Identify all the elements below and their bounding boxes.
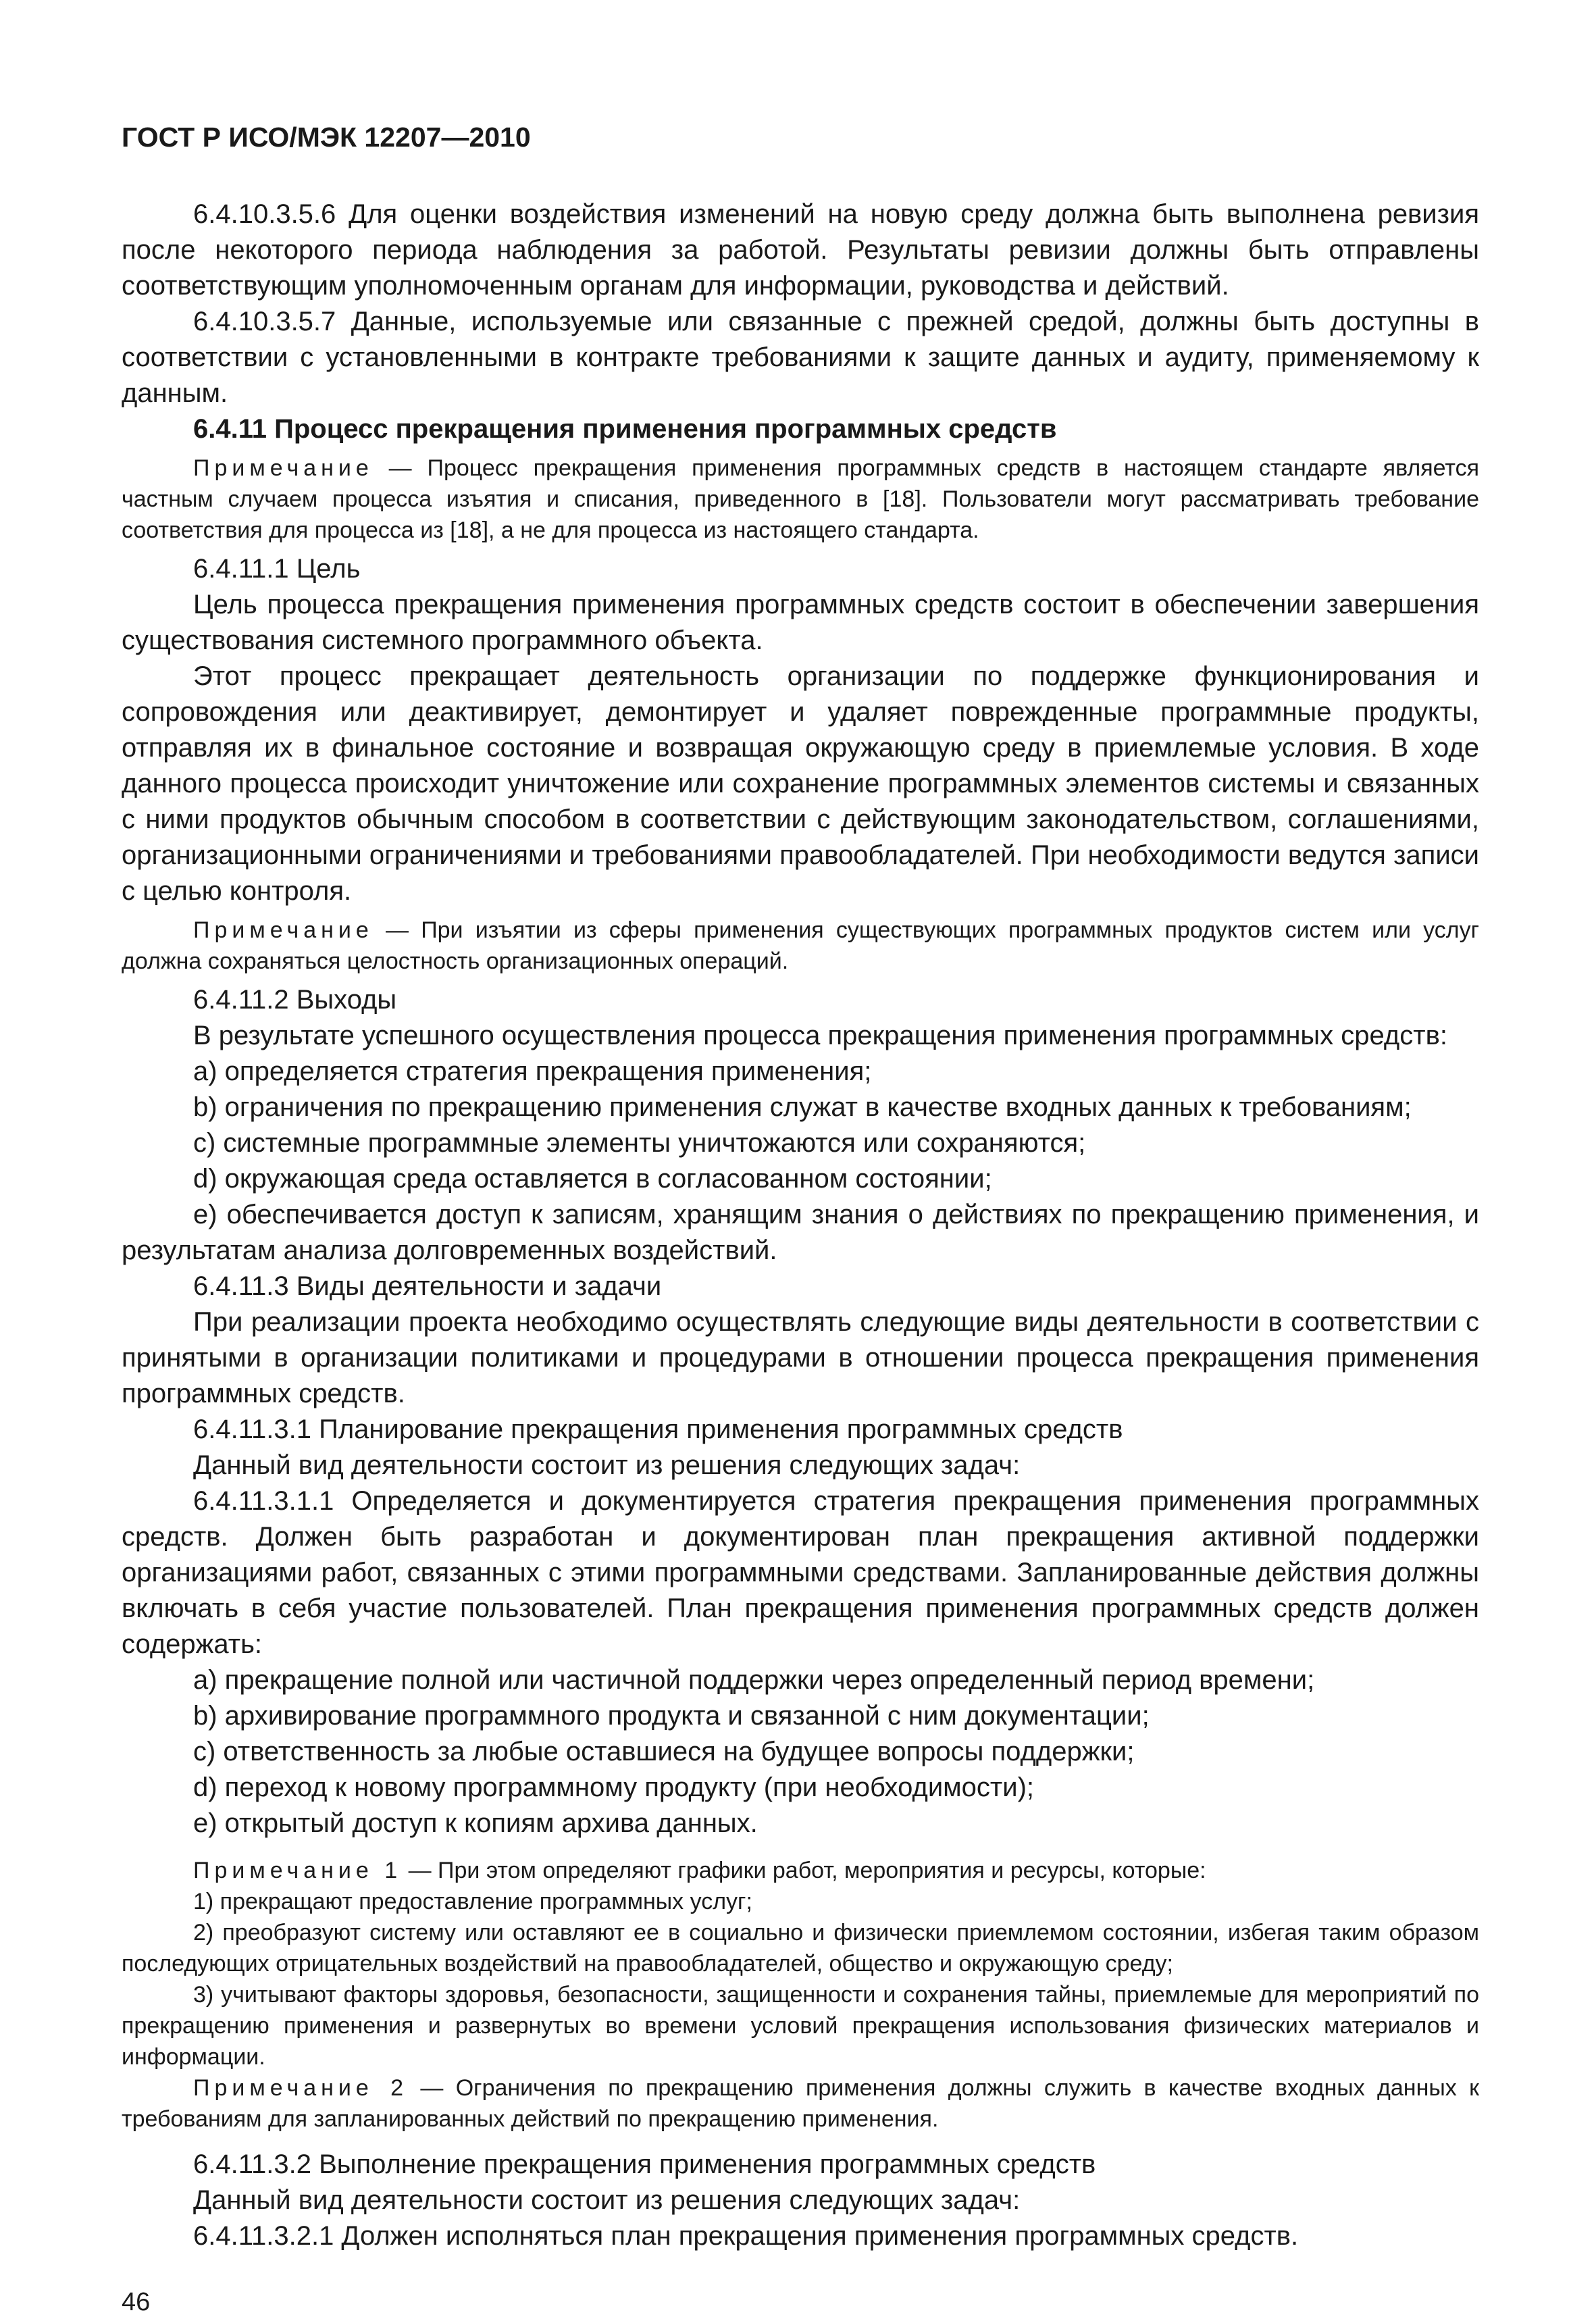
paragraph-activities-intro: При реализации проекта необходимо осуществлять следующие виды деятельности в соответствии с принятыми в организации политиками и процедурами в отношении процесса прекращения применения программных средств.	[122, 1307, 1479, 1408]
paragraph-tasks-intro: Данный вид деятельности состоит из решения следующих задач:	[193, 2185, 1021, 2215]
page-number: 46	[122, 2288, 151, 2316]
subsection-title-goal: 6.4.11.1 Цель	[193, 554, 361, 584]
note-label: Примечание	[193, 455, 374, 481]
list-item: d) переход к новому программному продукту (при необходимости);	[193, 1773, 1034, 1802]
list-item: b) архивирование программного продукта и связанной с ним документации;	[193, 1701, 1150, 1731]
subsection-title-execution: 6.4.11.3.2 Выполнение прекращения применения программных средств	[193, 2149, 1096, 2179]
subsection-title-planning: 6.4.11.3.1 Планирование прекращения применения программных средств	[193, 1415, 1123, 1444]
list-item: a) прекращение полной или частичной поддержки через определенный период времени;	[193, 1665, 1315, 1695]
note-text: — При этом определяют графики работ, мероприятия и ресурсы, которые:	[402, 1858, 1206, 1883]
paragraph-6-4-10-3-5-6: 6.4.10.3.5.6 Для оценки воздействия изменений на новую среду должна быть выполнена ревизия после некоторого периода наблюдения за работой. Результаты ревизии должны быть отправлены соответствующим уполномоченным органам для информации, руководства и действий.	[122, 199, 1479, 301]
paragraph-process-description: Этот процесс прекращает деятельность организации по поддержке функционирования и сопровождения или деактивирует, демонтирует и удаляет поврежденные программные продукты, отправляя их в финальное состояние и возвращая окружающую среду в приемлемые условия. В ходе данного процесса происходит уничтожение или сохранение программных элементов системы и связанных с ними продуктов обычным способом в соответствии с действующим законодательством, соглашениями, организационными ограничениями и требованиями правообладателей. При необходимости ведутся записи с целью контроля.	[122, 661, 1479, 906]
note-label: Примечание 2	[193, 2075, 409, 2101]
paragraph-6-4-11-3-1-1: 6.4.11.3.1.1 Определяется и документируется стратегия прекращения применения программных средств. Должен быть разработан и документирован план прекращения активной поддержки организациями работ, связанных с этими программными средствами. Запланированные действия должны включать в себя участие пользователей. План прекращения применения программных средств должен содержать:	[122, 1486, 1479, 1659]
note-paragraph	[122, 2072, 1479, 2135]
note-label: Примечание	[193, 917, 374, 943]
note-paragraph	[122, 453, 1479, 546]
note-list-item: 3) учитывают факторы здоровья, безопасности, защищенности и сохранения тайны, приемлемые для мероприятий по прекращению применения и развернутых во времени условий прекращения использования физических материалов и информации.	[122, 1982, 1479, 2070]
note-list-item: 2) преобразуют систему или оставляют ее в социально и физически приемлемом состоянии, избегая таким образом последующих отрицательных воздействий на правообладателей, общество и окружающую среду;	[122, 1920, 1479, 1977]
list-item: b) ограничения по прекращению применения служат в качестве входных данных к требованиям;	[193, 1092, 1412, 1122]
note-paragraph	[122, 1855, 1479, 1886]
paragraph-6-4-10-3-5-7: 6.4.10.3.5.7 Данные, используемые или связанные с прежней средой, должны быть доступны в соответствии с установленными в контракте требованиями к защите данных и аудиту, применяемому к данным.	[122, 307, 1479, 408]
list-item: c) системные программные элементы уничтожаются или сохраняются;	[193, 1128, 1086, 1158]
paragraph-outputs-intro: В результате успешного осуществления процесса прекращения применения программных средств:	[193, 1021, 1447, 1050]
note-list-item: 1) прекращают предоставление программных услуг;	[193, 1889, 752, 1914]
paragraph-tasks-intro: Данный вид деятельности состоит из решения следующих задач:	[193, 1450, 1021, 1480]
document-header: ГОСТ Р ИСО/МЭК 12207—2010	[122, 122, 531, 153]
note-text: — Процесс прекращения применения программных средств в настоящем стандарте является частным случаем процесса изъятия и списания, приведенного в [18]. Пользователи могут рассматривать требование соответствия для процесса из [18], а не для процесса из настоящего стандарта.	[122, 455, 1479, 543]
list-item: d) окружающая среда оставляется в согласованном состоянии;	[193, 1164, 992, 1194]
note-paragraph	[122, 915, 1479, 977]
note-text: — Ограничения по прекращению применения должны служить в качестве входных данных к требованиям для запланированных действий по прекращению применения.	[122, 2075, 1479, 2132]
paragraph-6-4-11-3-2-1: 6.4.11.3.2.1 Должен исполняться план прекращения применения программных средств.	[193, 2221, 1299, 2251]
list-item: a) определяется стратегия прекращения применения;	[193, 1056, 872, 1086]
list-item: c) ответственность за любые оставшиеся на будущее вопросы поддержки;	[193, 1737, 1135, 1766]
note-label: Примечание 1	[193, 1858, 403, 1883]
document-page	[122, 122, 1479, 2317]
list-item: e) открытый доступ к копиям архива данных.	[193, 1808, 758, 1838]
list-item: e) обеспечивается доступ к записям, хранящим знания о действиях по прекращению применения, и результатам анализа долговременных воздействий.	[122, 1200, 1479, 1265]
subsection-title-outputs: 6.4.11.2 Выходы	[193, 985, 397, 1015]
paragraph-goal: Цель процесса прекращения применения программных средств состоит в обеспечении завершения существования системного программного объекта.	[122, 590, 1479, 655]
note-text: — При изъятии из сферы применения существующих программных продуктов систем или услуг должна сохраняться целостность организационных операций.	[122, 917, 1479, 974]
subsection-title-activities: 6.4.11.3 Виды деятельности и задачи	[193, 1271, 662, 1301]
section-heading-6-4-11: 6.4.11 Процесс прекращения применения программных средств	[193, 414, 1057, 444]
